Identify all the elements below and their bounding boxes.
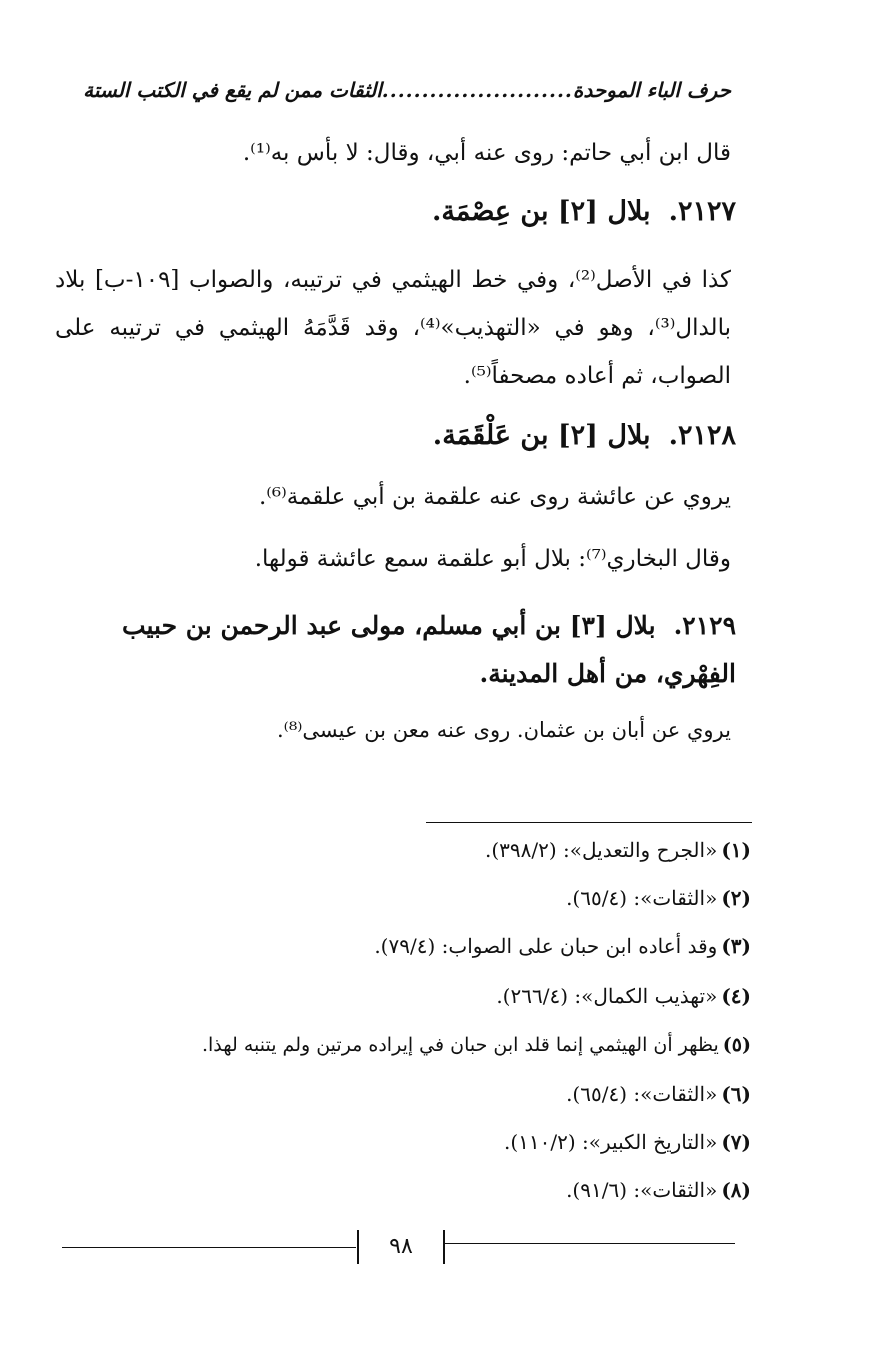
footnote-7 (504, 1130, 751, 1154)
footnote-5-text: يظهر أن الهيثمي إنما قلد ابن حبان في إيراده مرتين ولم يتنبه لهذا. (201, 1034, 719, 1056)
running-header (83, 78, 731, 102)
entry-2128-number: ٢١٢٨. (668, 420, 736, 451)
footnote-6-number: (٦) (721, 1082, 751, 1106)
entry-2127-number: ٢١٢٧. (668, 196, 736, 227)
footnote-6 (566, 1082, 751, 1106)
entry-2129-number: ٢١٢٩. (673, 611, 736, 640)
header-dots: ........................ (381, 78, 573, 102)
footnote-2 (566, 886, 751, 910)
footnote-5 (202, 1034, 751, 1056)
entry-2127-title: بلال [٢] بن عِصْمَة. (431, 196, 651, 227)
entry-2128-title: بلال [٢] بن عَلْقَمَة. (432, 420, 651, 451)
footnote-4-number: (٤) (721, 984, 751, 1008)
footnote-3-text: وقد أعاده ابن حبان على الصواب: (٧٩/٤). (374, 934, 718, 958)
abi-hatim-quote: قال ابن أبي حاتم: روى عنه أبي، وقال: لا بأس به⁽¹⁾. (242, 140, 731, 166)
footnote-1-text: «الجرح والتعديل»: (٣٩٨/٢). (484, 838, 718, 862)
footnote-8-number: (٨) (721, 1178, 751, 1202)
footnote-7-text: «التاريخ الكبير»: (١١٠/٢). (503, 1130, 718, 1154)
footnote-4-text: «تهذيب الكمال»: (٢٦٦/٤). (496, 984, 718, 1008)
header-chapter: حرف الباء الموحدة (572, 78, 731, 102)
footnote-7-number: (٧) (721, 1130, 751, 1154)
entry-2127-text: كذا في الأصل⁽²⁾، وفي خط الهيثمي في ترتيبه، والصواب [١٠٩-ب] بلاد بالدال⁽³⁾، وهو في «التهذيب»⁽⁴⁾، وقد قَدَّمَهُ الهيثمي في ترتيبه على الصواب، ثم أعاده مصحفاً⁽⁵⁾. (55, 267, 732, 389)
footnote-2-text: «الثقات»: (٦٥/٤). (566, 886, 718, 910)
entry-2128-text-2: وقال البخاري⁽⁷⁾: بلال أبو علقمة سمع عائشة قولها. (254, 546, 731, 572)
entry-2129-heading (54, 602, 736, 698)
entry-2128-text-1: يروي عن عائشة روى عنه علقمة بن أبي علقمة⁽⁶⁾. (258, 484, 731, 510)
footnote-8 (566, 1178, 751, 1202)
footnote-6-text: «الثقات»: (٦٥/٤). (566, 1082, 718, 1106)
page-number: ٩٨ (357, 1230, 445, 1264)
footnote-separator (426, 822, 752, 823)
footnote-1 (485, 838, 751, 862)
footnote-4 (496, 984, 751, 1008)
footer-rule-right (443, 1243, 735, 1244)
entry-2127-heading (432, 196, 736, 227)
footnote-3 (374, 934, 751, 958)
footnote-2-number: (٢) (721, 886, 751, 910)
footnote-8-text: «الثقات»: (٩١/٦). (566, 1178, 718, 1202)
footnote-3-number: (٣) (721, 934, 751, 958)
entry-2129-text: يروي عن أبان بن عثمان. روى عنه معن بن عيسى⁽⁸⁾. (276, 718, 731, 742)
footnote-5-number: (٥) (722, 1034, 751, 1056)
footer-rule-left (62, 1247, 356, 1248)
header-book-title: الثقات ممن لم يقع في الكتب الستة (83, 78, 382, 102)
footnote-1-number: (١) (721, 838, 751, 862)
entry-2128-heading (433, 420, 736, 451)
entry-2129-title: بلال [٣] بن أبي مسلم، مولى عبد الرحمن بن حبيب الفِهْري، من أهل المدينة. (121, 611, 736, 688)
